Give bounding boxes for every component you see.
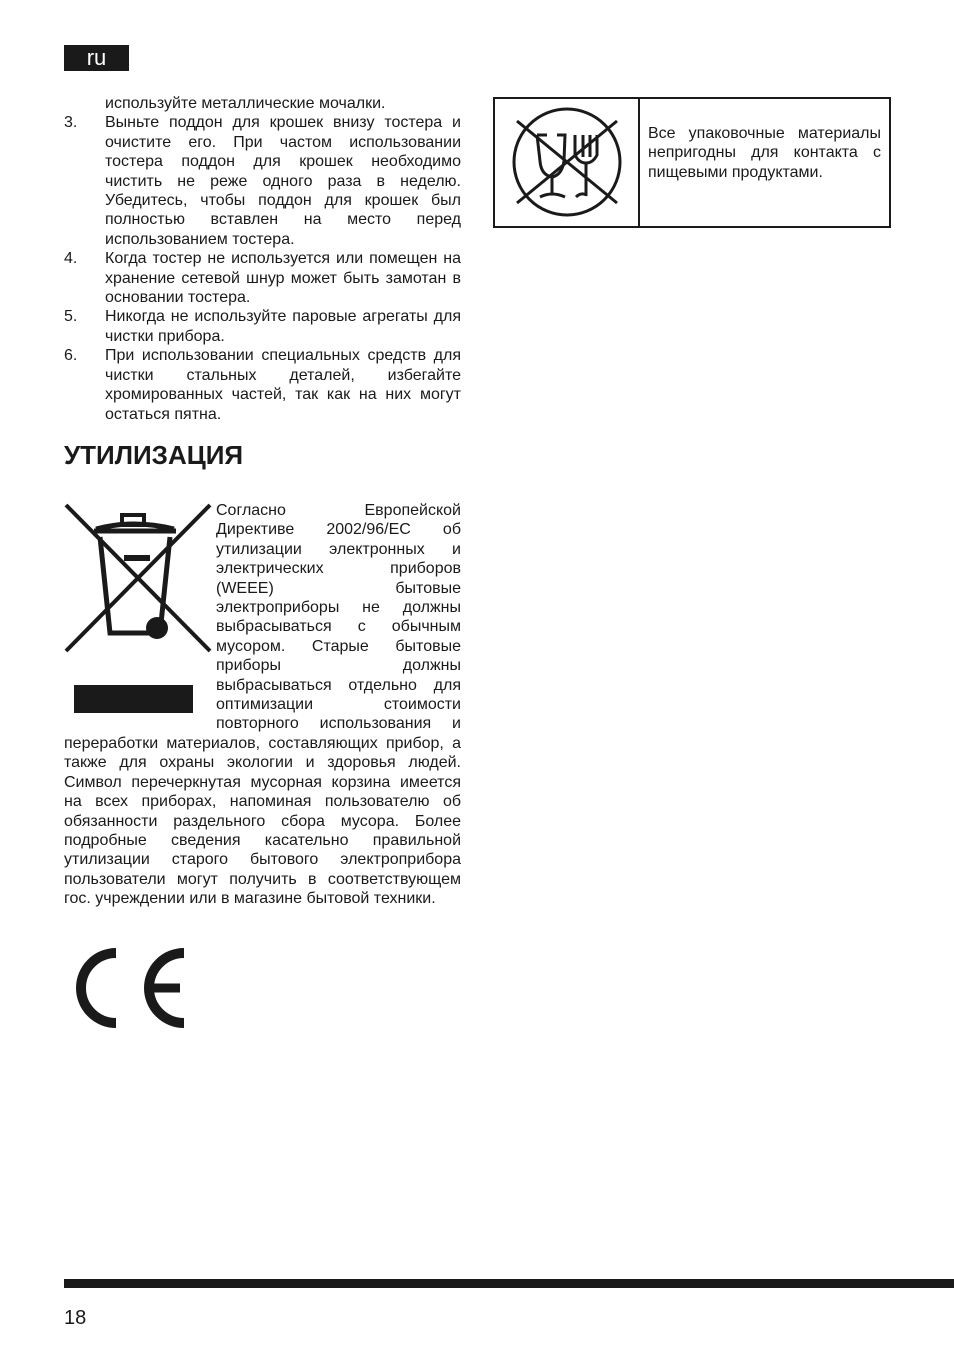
- disposal-text: Согласно Европейской Директиве 2002/96/EC об утилизации электронных и электрических приборов (WEEE) бытовые электроприборы не должны выбрасываться с обычным мусором. Старые бытовые приборы должны выбрасываться отдельно для оптимизации стоимости повторного использования и переработки материалов, составляющих прибор, а также для охраны экологии и здоровья людей. Символ перечеркнутая мусорная корзина имеется на всех приборах, напоминая пользователю об обязанности раздельного сбора мусора. Более подробные сведения касательно правильной утилизации старого бытового электроприбора пользователи могут получить в соответствующем гос. учреждении или в магазине бытовой техники.: [64, 502, 461, 908]
- weee-symbol: [64, 501, 212, 717]
- list-number: 6.: [64, 347, 78, 365]
- list-item: [64, 307, 461, 346]
- list-text: Никогда не используйте паровые агрегаты для чистки прибора.: [105, 308, 461, 345]
- list-number: 5.: [64, 308, 78, 326]
- ce-mark-icon: [68, 945, 188, 1031]
- crossed-out-glass-fork-icon: [495, 99, 638, 226]
- list-number: 3.: [64, 114, 78, 132]
- list-item: [64, 346, 461, 424]
- footer-rule: [64, 1279, 954, 1288]
- crossed-out-wheelie-bin-icon: [64, 501, 212, 681]
- disposal-section: [64, 501, 461, 909]
- food-contact-symbol-cell: [495, 99, 640, 226]
- packaging-notice: [493, 97, 891, 228]
- packaging-text: Все упаковочные материалы непригодны для контакта с пищевыми продуктами.: [648, 125, 881, 181]
- language-badge: ru: [64, 45, 129, 71]
- weee-underline-bar: [74, 685, 193, 713]
- list-item: [64, 249, 461, 307]
- list-text: При использовании специальных средств для чистки стальных деталей, избегайте хромированных частей, так как на них могут остаться пятна.: [105, 347, 461, 423]
- section-title-disposal: УТИЛИЗАЦИЯ: [64, 440, 244, 470]
- list-text: Когда тостер не используется или помещен на хранение сетевой шнур может быть замотан в основании тостера.: [105, 250, 461, 307]
- continued-line: используйте металлические мочалки.: [105, 95, 386, 112]
- list-item: [64, 113, 461, 249]
- list-text: Выньте поддон для крошек внизу тостера и очистите его. При частом использовании тостера поддон для крошек необходимо чистить не реже одного раза в неделю. Убедитесь, чтобы поддон для крошек был полностью вставлен на место перед использованием тостера.: [105, 114, 461, 248]
- list-number: 4.: [64, 250, 78, 268]
- page-number: 18: [64, 1307, 87, 1329]
- cleaning-instructions: [64, 94, 461, 424]
